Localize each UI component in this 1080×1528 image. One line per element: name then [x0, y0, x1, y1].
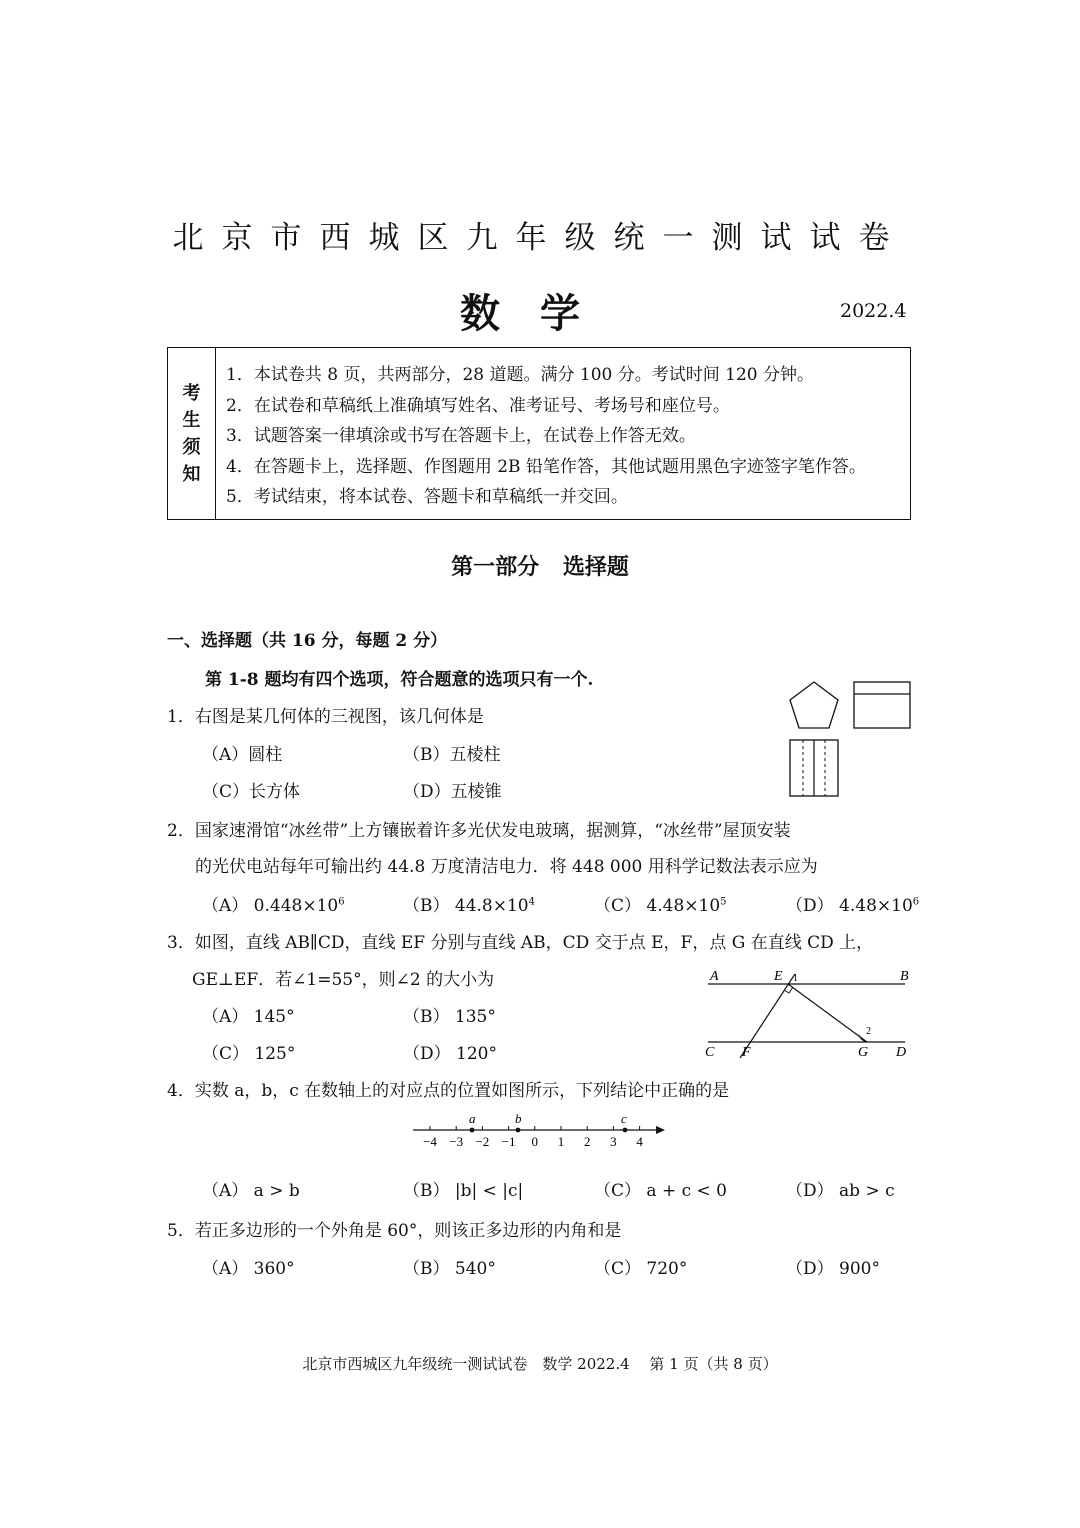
- q2-option-a: [202, 891, 345, 916]
- notice-items: [226, 360, 866, 513]
- section-heading: 一、选择题（共 16 分，每题 2 分）: [167, 631, 448, 651]
- q4-option-d: （D） ab > c: [786, 1181, 895, 1201]
- part-title-a: 第一部分: [451, 554, 540, 580]
- segment-eg: [788, 984, 867, 1042]
- notice-box: [167, 347, 911, 520]
- q3-option-a: （A） 145°: [202, 1007, 295, 1027]
- q2-option-c: [594, 891, 727, 916]
- point-b-dot: [516, 1128, 521, 1133]
- q2-option-b: [403, 891, 535, 916]
- section-note: 第 1-8 题均有四个选项，符合题意的选项只有一个.: [205, 670, 594, 690]
- label-g: G: [858, 1045, 869, 1060]
- notice-label-char: 知: [182, 463, 201, 485]
- q1-option-c: （C）长方体: [202, 782, 301, 802]
- notice-item: 1．本试卷共 8 页，共两部分，28 道题。满分 100 分。考试时间 120 分钟。: [226, 365, 814, 385]
- notice-label: [168, 348, 216, 519]
- label-f: F: [742, 1045, 751, 1060]
- q2-option-c-exp: 5: [720, 896, 727, 908]
- pentagon-top-view: [790, 682, 838, 728]
- number-line-tick-label: −4: [423, 1134, 437, 1149]
- q4-stem: 4．实数 a，b，c 在数轴上的对应点的位置如图所示，下列结论中正确的是: [167, 1081, 730, 1101]
- notice-label-char: 须: [182, 436, 201, 458]
- q3-stem-line1: 3．如图，直线 AB∥CD，直线 EF 分别与直线 AB，CD 交于点 E，F，点 G 在直线 CD 上，: [167, 933, 874, 953]
- q2-option-d: [786, 891, 919, 916]
- q2-option-b-base: （B） 44.8×10: [403, 896, 529, 916]
- label-a: A: [710, 969, 719, 984]
- q3-option-d: （D） 120°: [403, 1044, 497, 1064]
- q5-option-a: （A） 360°: [202, 1259, 295, 1279]
- point-a-dot: [470, 1128, 475, 1133]
- label-c: C: [705, 1045, 715, 1060]
- q2-option-b-exp: 4: [528, 896, 535, 908]
- exam-date: 2022.4: [840, 300, 907, 322]
- number-line-tick-label: 1: [557, 1134, 565, 1149]
- point-b-label: b: [515, 1111, 522, 1126]
- q2-option-d-exp: 6: [912, 896, 920, 908]
- three-view-figure: [780, 672, 920, 802]
- notice-item: 4．在答题卡上，选择题、作图题用 2B 铅笔作答，其他试题用黑色字迹签字笔作答。: [226, 456, 866, 477]
- parallel-lines-figure: [700, 962, 920, 1062]
- q5-option-d: （D） 900°: [786, 1259, 880, 1279]
- number-line-tick-label: 4: [636, 1134, 643, 1149]
- label-e: E: [774, 969, 783, 984]
- subject-title: 数学: [460, 290, 620, 337]
- part-title-b: 选择题: [562, 554, 629, 580]
- q5-stem: 5．若正多边形的一个外角是 60°，则该正多边形的内角和是: [167, 1221, 622, 1241]
- label-2: 2: [866, 1026, 871, 1037]
- number-line-tick-label: 0: [531, 1134, 539, 1149]
- page-footer: 北京市西城区九年级统一测试试卷 数学 2022.4 第 1 页（共 8 页）: [302, 1355, 778, 1373]
- label-b: B: [900, 969, 909, 984]
- q3-option-b: （B） 135°: [403, 1007, 496, 1027]
- label-d: D: [896, 1045, 907, 1060]
- front-view-rect: [854, 682, 910, 728]
- q2-option-c-base: （C） 4.48×10: [594, 896, 721, 916]
- q1-option-a: （A）圆柱: [202, 745, 283, 765]
- notice-item: 5．考试结束，将本试卷、答题卡和草稿纸一并交回。: [226, 487, 628, 507]
- number-line-tick-label: 3: [610, 1134, 617, 1149]
- q2-stem-line1: 2．国家速滑馆“冰丝带”上方镶嵌着许多光伏发电玻璃，据测算，“冰丝带”屋顶安装: [167, 821, 791, 841]
- number-line-figure: [405, 1108, 675, 1154]
- notice-label-char: 生: [182, 409, 201, 431]
- q4-option-a: （A） a > b: [202, 1181, 300, 1201]
- q4-option-b: （B） |b| < |c|: [403, 1181, 524, 1201]
- q3-option-c: （C） 125°: [202, 1044, 296, 1064]
- q5-option-b: （B） 540°: [403, 1259, 496, 1279]
- q3-stem-line2: GE⊥EF．若∠1=55°，则∠2 的大小为: [192, 970, 495, 990]
- point-c-label: c: [621, 1111, 627, 1126]
- q2-option-a-base: （A） 0.448×10: [202, 896, 339, 916]
- notice-item: 2．在试卷和草稿纸上准确填写姓名、准考证号、考场号和座位号。: [226, 395, 730, 416]
- q4-option-c: （C） a + c < 0: [594, 1181, 727, 1201]
- notice-item: 3．试题答案一律填涂或书写在答题卡上，在试卷上作答无效。: [226, 426, 696, 446]
- number-line-tick-label: −2: [475, 1134, 490, 1149]
- number-line-tick-label: −1: [501, 1134, 516, 1149]
- q2-option-a-exp: 6: [338, 896, 345, 908]
- notice-label-char: 考: [182, 382, 201, 404]
- point-a-label: a: [469, 1111, 476, 1126]
- q1-option-d: （D）五棱锥: [403, 782, 502, 802]
- point-c-dot: [623, 1128, 628, 1133]
- q2-option-d-base: （D） 4.48×10: [786, 896, 913, 916]
- number-line-tick-label: −3: [449, 1134, 464, 1149]
- number-line-arrow: [656, 1126, 665, 1134]
- q5-option-c: （C） 720°: [594, 1259, 688, 1279]
- part-title: [0, 550, 1080, 581]
- q1-option-b: （B）五棱柱: [403, 745, 501, 765]
- number-line-tick-label: 2: [583, 1134, 591, 1149]
- label-1: 1: [793, 973, 798, 984]
- q1-stem: 1．右图是某几何体的三视图，该几何体是: [167, 707, 484, 727]
- q2-stem-line2: 的光伏电站每年可输出约 44.8 万度清洁电力．将 448 000 用科学记数法表示应为: [195, 857, 818, 877]
- exam-title: 北京市西城区九年级统一测试试卷: [172, 220, 908, 256]
